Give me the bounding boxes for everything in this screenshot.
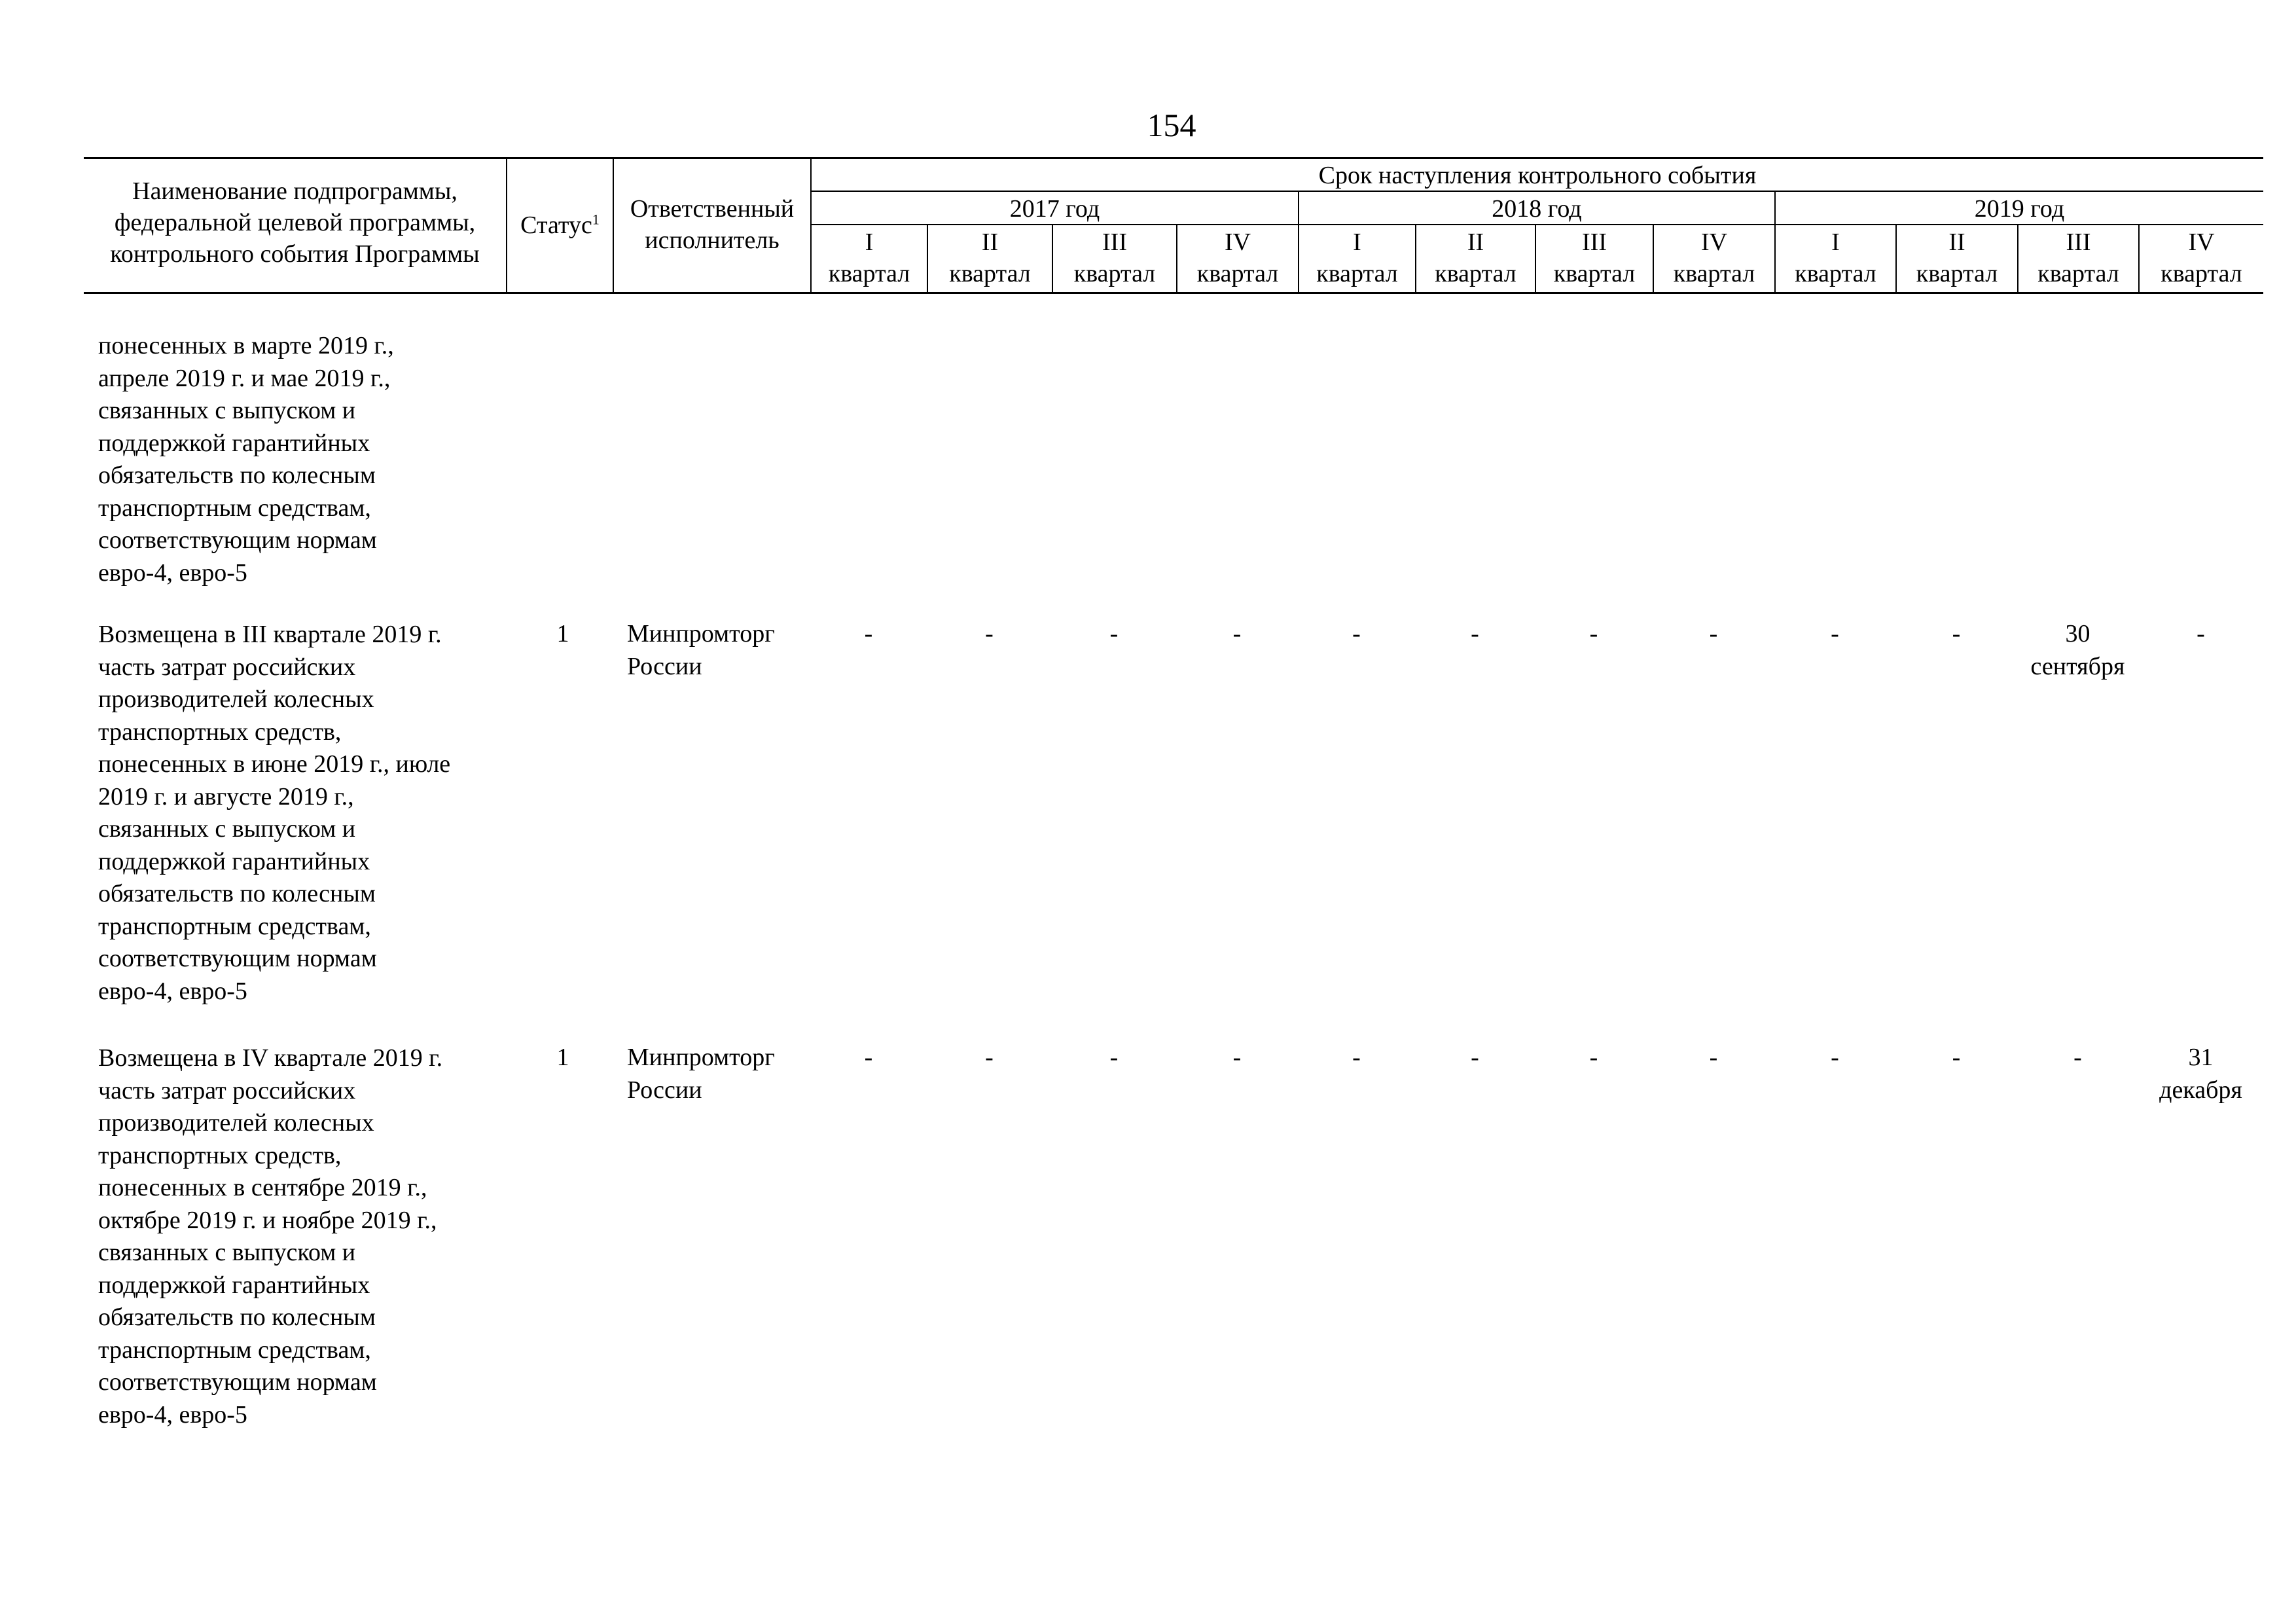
header-quarter-word: квартал [1196, 260, 1279, 287]
header-quarter-word: квартал [1073, 260, 1156, 287]
header-quarter-word: квартал [2161, 260, 2242, 287]
header-year-2017: 2017 год [1009, 195, 1100, 223]
quarter-deadline-value: - [1352, 1044, 1361, 1071]
header-quarter-cell [1299, 227, 1415, 289]
header-quarter-cell [1536, 227, 1653, 289]
header-quarter-numeral: III [1102, 228, 1127, 256]
quarter-deadline-value: - [1232, 620, 1242, 647]
quarter-deadline-value: - [985, 620, 994, 647]
quarter-deadline-value: - [1232, 1044, 1242, 1071]
quarter-deadline-value: - [1589, 1044, 1598, 1071]
quarter-deadline-value: - [1709, 1044, 1718, 1071]
quarter-deadline-value: - [1589, 620, 1598, 647]
event-status: 1 [556, 620, 569, 647]
event-executor: Минпромторг России [627, 620, 775, 680]
header-top-line [84, 157, 2263, 159]
event-text-q4-2019: Возмещена в IV квартале 2019 г. часть затрат российских производителей колесных транспортных средств, понесенных в сентябре 2019 г., октябре 2019 г. и ноябре 2019 г., связанных с выпуском и поддержкой гарантийных обязательств по колесным транспортным средствам, соответствующим нормам евро-4, евро-5 [98, 1044, 443, 1429]
quarter-deadline-value: - [864, 620, 873, 647]
quarter-deadline-value: - [2073, 1044, 2082, 1071]
header-status-col [507, 210, 613, 241]
header-quarter-cell [2018, 227, 2138, 289]
header-year-2018: 2018 год [1492, 195, 1582, 223]
header-quarter-cell [1897, 227, 2017, 289]
event-status: 1 [556, 1044, 569, 1071]
header-quarter-word: квартал [1316, 260, 1398, 287]
header-quarter-cell [1416, 227, 1535, 289]
event-text-q3-2019: Возмещена в III квартале 2019 г. часть затрат российских производителей колесных транспортных средств, понесенных в июне 2019 г., июле 2019 г. и августе 2019 г., связанных с выпуском и поддержкой гарантийных обязательств по колесным транспортным средствам, соответствующим нормам евро-4, евро-5 [98, 621, 451, 1005]
header-quarter-cell [1053, 227, 1176, 289]
quarter-deadline-value: - [1709, 620, 1718, 647]
header-quarter-cell [812, 227, 927, 289]
header-deadline-group: Срок наступления контрольного события [1318, 162, 1757, 189]
header-quarter-numeral: I [1831, 228, 1840, 256]
header-quarter-word: квартал [1795, 260, 1876, 287]
header-quarter-word: квартал [949, 260, 1031, 287]
quarter-deadline-value: - [1109, 1044, 1119, 1071]
header-quarter-word: квартал [2037, 260, 2119, 287]
quarter-deadline-value: - [1831, 620, 1839, 647]
quarter-deadline-value: - [1952, 620, 1961, 647]
header-quarter-numeral: III [2066, 228, 2091, 256]
header-quarter-cell [1177, 227, 1298, 289]
header-quarter-numeral: II [1467, 228, 1484, 256]
header-quarter-numeral: IV [1224, 228, 1251, 256]
header-quarter-word: квартал [1673, 260, 1755, 287]
header-quarter-numeral: IV [1700, 228, 1728, 256]
header-quarter-numeral: II [981, 228, 999, 256]
quarter-deadline-value: - [1471, 1044, 1479, 1071]
quarter-deadline-value: - [1352, 620, 1361, 647]
quarter-deadline-value: - [1471, 620, 1479, 647]
quarter-deadline-value: - [1952, 1044, 1961, 1071]
header-quarter-word: квартал [1435, 260, 1516, 287]
header-quarter-cell [1776, 227, 1895, 289]
header-quarter-numeral: IV [2188, 228, 2215, 256]
header-quarter-numeral: I [865, 228, 874, 256]
quarter-deadline-value: - [864, 1044, 873, 1071]
quarter-deadline-value: - [1831, 1044, 1839, 1071]
header-status-label: Статус [520, 211, 592, 239]
quarter-deadline-value: 30 сентября [2030, 620, 2125, 680]
header-quarter-numeral: I [1353, 228, 1361, 256]
header-quarter-cell [1654, 227, 1774, 289]
quarter-deadline-value: - [985, 1044, 994, 1071]
event-executor: Минпромторг России [627, 1044, 775, 1104]
header-bottom-line [84, 292, 2263, 294]
header-quarter-cell [2140, 227, 2263, 289]
status-footnote-mark: 1 [592, 211, 600, 228]
header-year-2019: 2019 год [1974, 195, 2065, 223]
header-quarter-numeral: III [1582, 228, 1607, 256]
header-name-col: Наименование подпрограммы, федеральной целевой программы, контрольного события Программы [110, 177, 480, 268]
header-quarter-word: квартал [828, 260, 910, 287]
quarter-deadline-value: - [2197, 620, 2205, 647]
quarter-deadline-value: 31 декабря [2159, 1044, 2242, 1104]
header-quarter-numeral: II [1948, 228, 1965, 256]
event-text-continued: понесенных в марте 2019 г., апреле 2019 г. и мае 2019 г., связанных с выпуском и поддержкой гарантийных обязательств по колесным транспортным средствам, соответствующим нормам евро-4, евро-5 [98, 332, 394, 587]
header-quarter-word: квартал [1553, 260, 1636, 287]
quarter-deadline-value: - [1109, 620, 1119, 647]
page-number: 154 [1147, 107, 1196, 143]
header-quarter-cell [928, 227, 1052, 289]
header-quarter-word: квартал [1916, 260, 1998, 287]
header-executor-col: Ответственный исполнитель [630, 195, 795, 254]
